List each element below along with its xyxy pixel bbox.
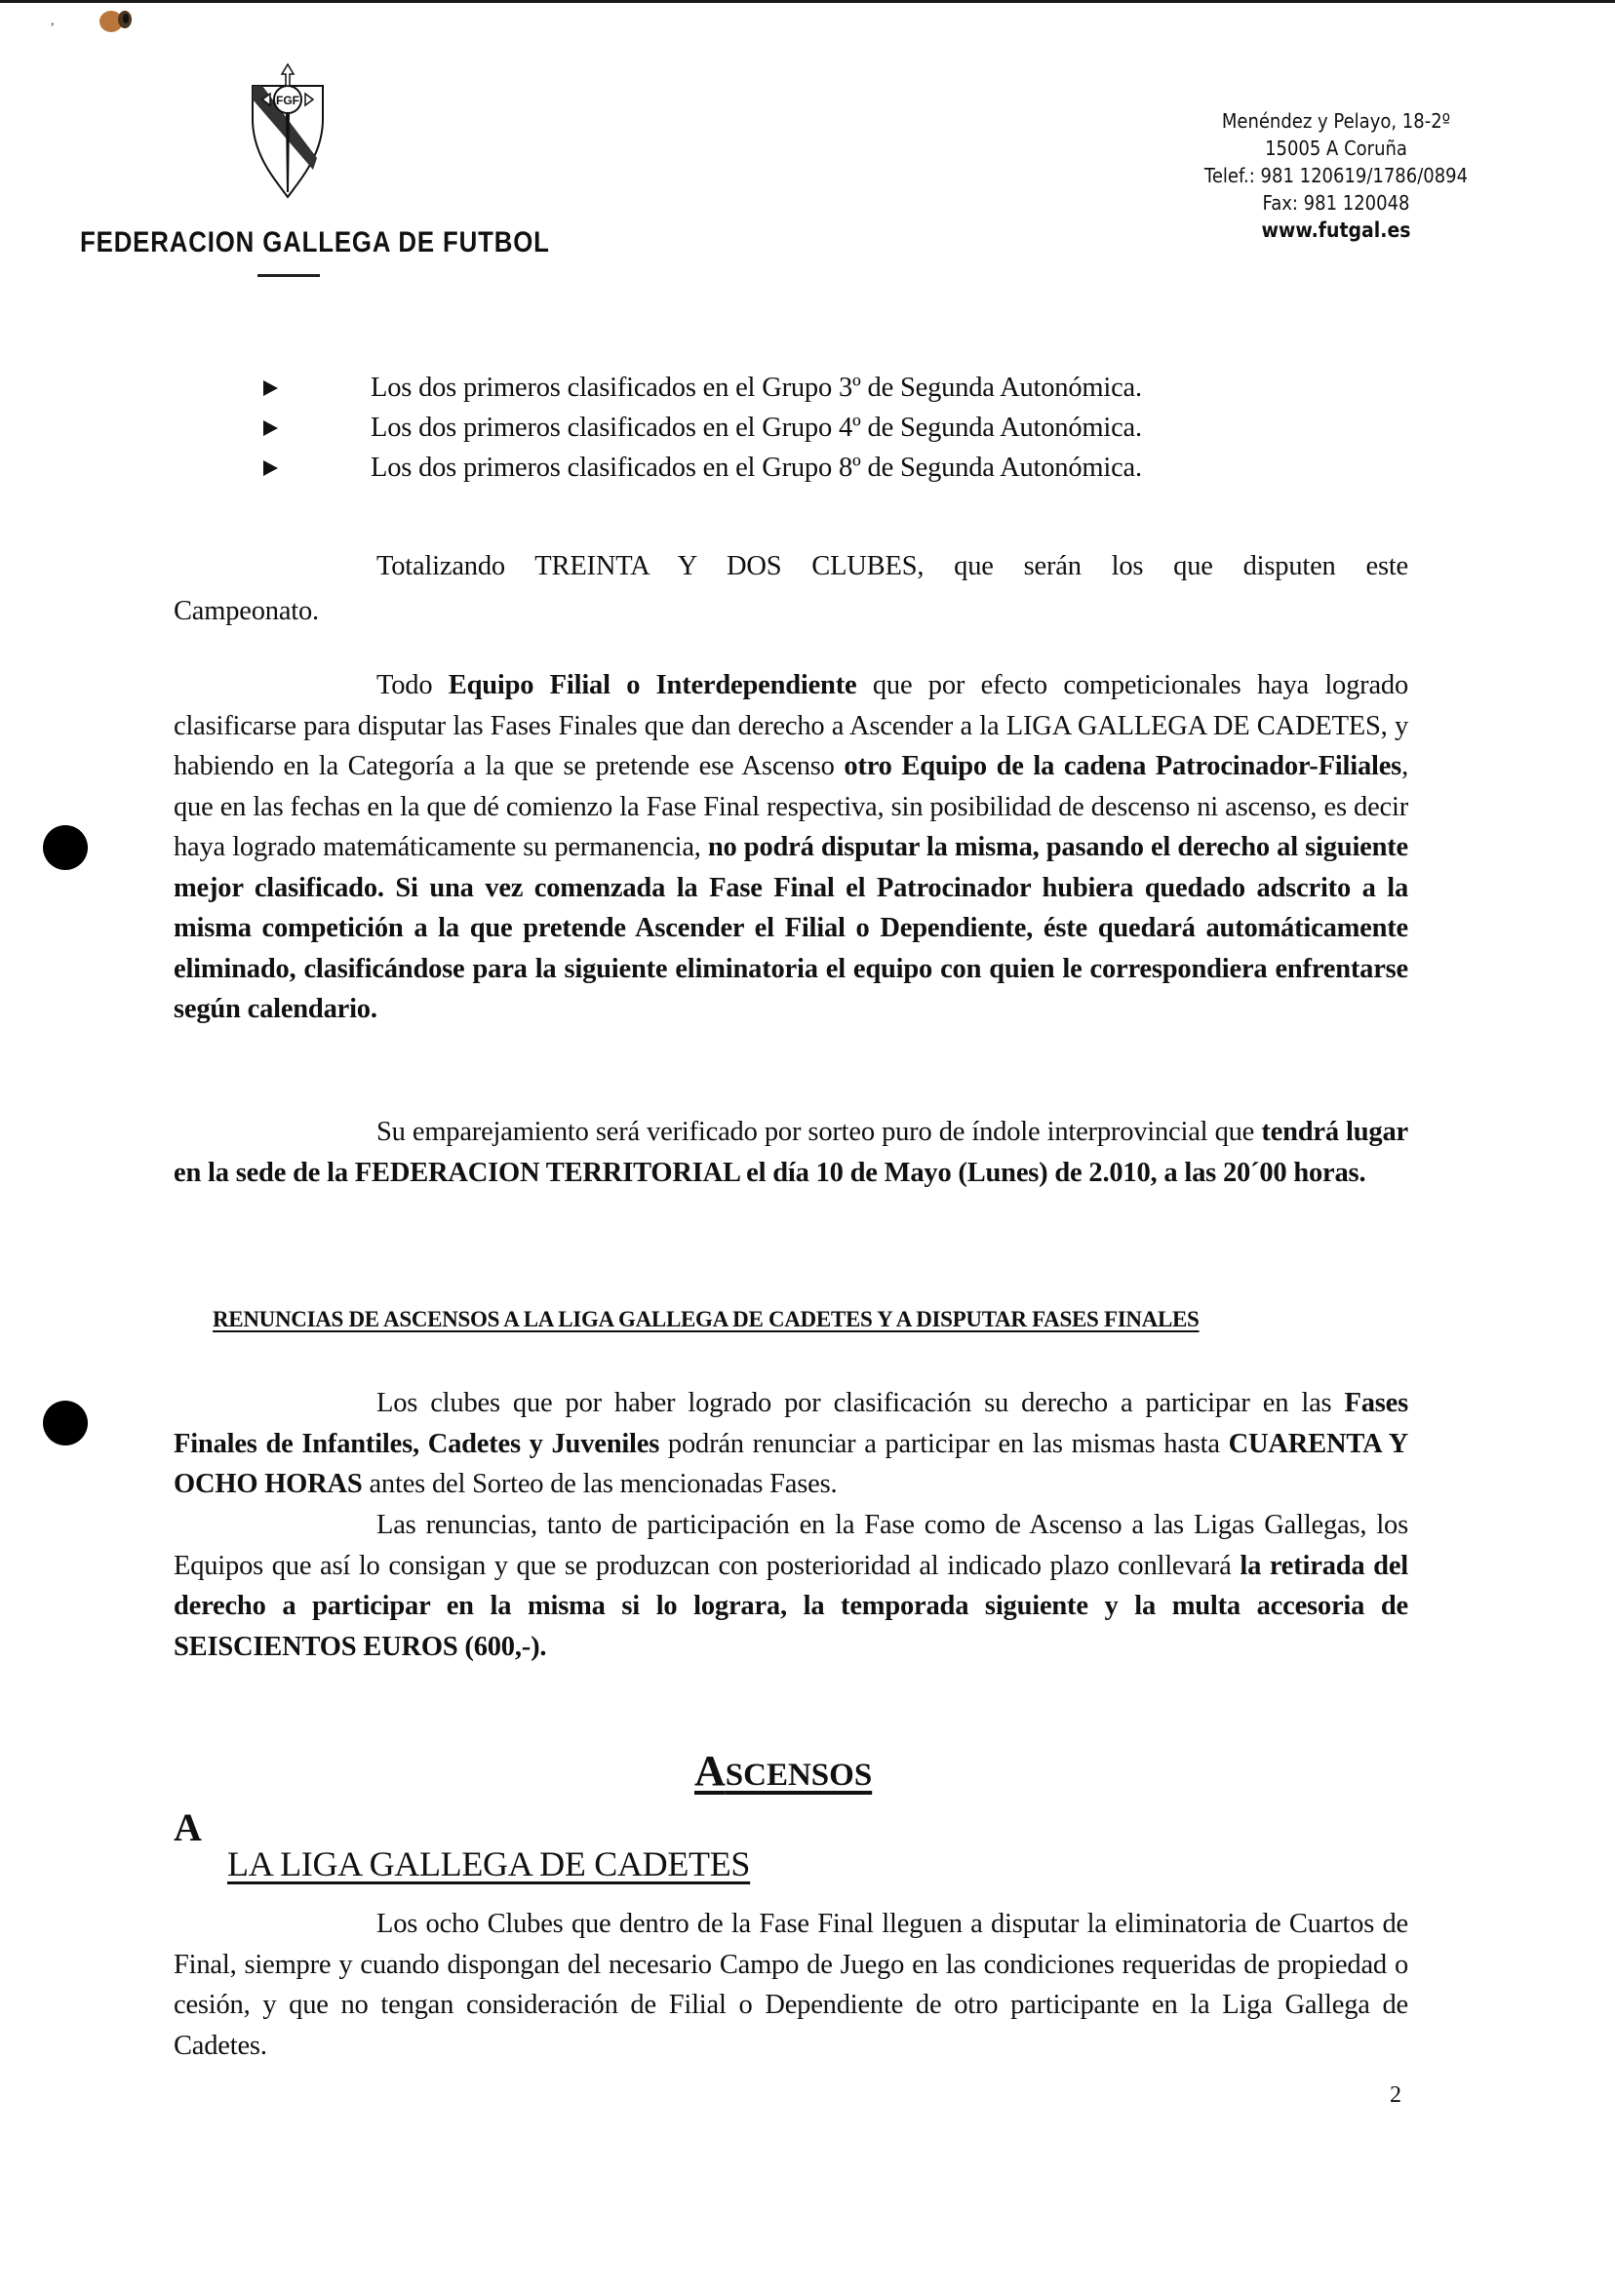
renuncias-paragraph-1: Los clubes que por haber logrado por clasificación su derecho a participar en las Fases Finales de Infantiles, Cadetes y Juveniles podrán renunciar a participar en las mismas hasta CUARENTA Y OCHO HORAS antes del Sorteo de las mencionadas Fases.: [174, 1388, 1408, 1499]
scan-speck: ,: [51, 14, 55, 28]
shield-crest-icon: [249, 60, 327, 199]
header-rule: [257, 274, 320, 277]
bullet-arrow-icon: [263, 460, 278, 476]
contact-block: [1187, 107, 1485, 244]
page-number: 2: [1390, 2082, 1401, 2108]
fax: Fax: 981 120048: [1262, 191, 1410, 215]
ink-stain-mark: [96, 6, 137, 35]
federation-name: FEDERACION GALLEGA DE FUTBOL: [80, 226, 550, 258]
subsection-title-liga: LA LIGA GALLEGA DE CADETES: [227, 1844, 751, 1883]
sorteo-paragraph: Su emparejamiento será verificado por sorteo puro de índole interprovincial que tendrá lugar en la sede de la FEDERACION TERRITORIAL el día 10 de Mayo (Lunes) de 2.010, a las 20´00 horas.: [174, 1117, 1408, 1188]
totalizando-paragraph: Totalizando TREINTA Y DOS CLUBES, que serán los que disputen este Campeonato.: [174, 551, 1408, 626]
subsection-letter: A: [174, 1805, 202, 1849]
bullet-arrow-icon: [263, 420, 278, 436]
margin-bullet-dot: [43, 825, 88, 870]
ascensos-paragraph: Los ocho Clubes que dentro de la Fase Final lleguen a disputar la eliminatoria de Cuartos de Final, siempre y cuando dispongan del necesario Campo de Juego en las condiciones requeridas de propiedad o cesión, y que no tengan consideración de Filial o Dependiente de otro participante en la Liga Gallega de Cadetes.: [174, 1909, 1408, 2061]
city: 15005 A Coruña: [1265, 137, 1407, 160]
scan-top-edge: [0, 0, 1615, 3]
address: Menéndez y Pelayo, 18-2º: [1221, 109, 1451, 133]
margin-bullet-dot: [43, 1401, 88, 1445]
website-link[interactable]: www.futgal.es: [1261, 218, 1411, 242]
filial-paragraph: Todo Equipo Filial o Interdependiente que por efecto competicionales haya logrado clasificarse para disputar las Fases Finales que dan derecho a Ascender a la LIGA GALLEGA DE CADETES, y habiendo en la Categoría a la que se pretende ese Ascenso otro Equipo de la cadena Patrocinador-Filiales, que en las fechas en la que dé comienzo la Fase Final respectiva, sin posibilidad de descenso ni ascenso, es decir haya logrado matemáticamente su permanencia, no podrá disputar la misma, pasando el derecho al siguiente mejor clasificado. Si una vez comenzada la Fase Final el Patrocinador hubiera quedado adscrito a la misma competición a la que pretende Ascender el Filial o Dependiente, éste quedará automáticamente eliminado, clasificándose para la siguiente eliminatoria el equipo con quien le correspondiera enfrentarse según calendario.: [174, 670, 1409, 1024]
renuncias-paragraph-2: Las renuncias, tanto de participación en la Fase como de Ascenso a las Ligas Gallegas, los Equipos que así lo consigan y que se produzcan con posterioridad al indicado plazo conllevará la retirada del derecho a participar en la misma si lo lograra, la temporada siguiente y la multa accesoria de SEISCIENTOS EUROS (600,-).: [174, 1510, 1409, 1662]
section-title-ascensos: ASCENSOS: [694, 1747, 873, 1795]
svg-text:FGF: FGF: [276, 94, 299, 107]
phone: Telef.: 981 120619/1786/0894: [1203, 164, 1469, 187]
bullet-arrow-icon: [263, 380, 278, 396]
section-title-renuncias: RENUNCIAS DE ASCENSOS A LA LIGA GALLEGA DE CADETES Y A DISPUTAR FASES FINALES: [213, 1307, 1200, 1331]
